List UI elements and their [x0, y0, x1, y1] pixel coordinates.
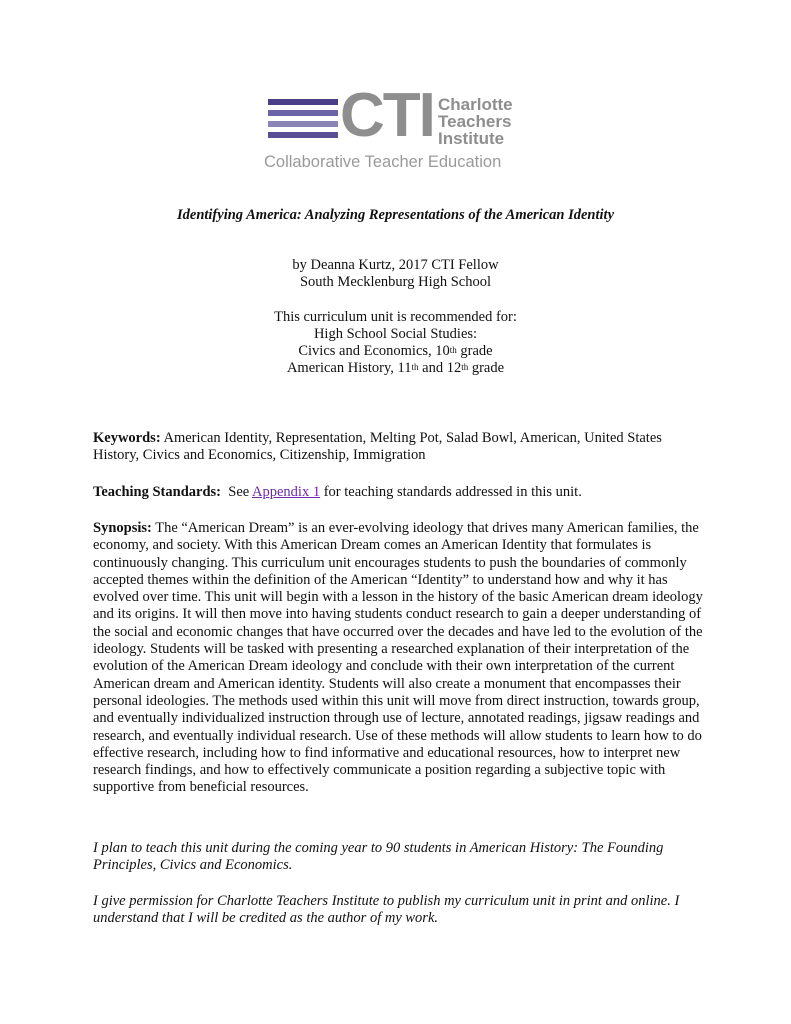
teaching-standards-paragraph	[93, 484, 703, 501]
school-name: South Mecklenburg High School	[299, 274, 492, 290]
logo-bar	[268, 121, 338, 127]
recommendation-civics	[0, 343, 791, 360]
civics-grade: grade	[456, 343, 493, 359]
unit-title: Identifying America: Analyzing Representations of the American Identity	[176, 207, 615, 223]
synopsis-paragraph	[93, 520, 703, 797]
civics-text: Civics and Economics, 10	[298, 343, 450, 359]
author-line: by Deanna Kurtz, 2017 CTI Fellow	[292, 257, 499, 273]
recommendation-history	[0, 360, 791, 377]
recommendation-intro: This curriculum unit is recommended for:	[274, 309, 517, 325]
teaching-standards-label: Teaching Standards:	[93, 484, 221, 500]
logo-tagline: Collaborative Teacher Education	[264, 153, 502, 171]
keywords-paragraph	[93, 430, 703, 465]
recommendation-level: High School Social Studies:	[313, 326, 478, 342]
keywords-label: Keywords:	[93, 430, 161, 446]
logo-mark: CTI	[340, 81, 434, 150]
logo-bars	[268, 99, 338, 143]
civics-sup: th	[449, 345, 457, 355]
logo-name-line: Institute	[438, 129, 505, 148]
logo-bar	[268, 132, 338, 138]
history-mid: and 12	[418, 360, 462, 376]
logo-name-line: Charlotte	[438, 95, 513, 114]
history-sup: th	[411, 362, 419, 372]
logo-bar	[268, 110, 338, 116]
synopsis-text: The “American Dream” is an ever-evolving ideology that drives many American families, the economy, and society. With this American Dream comes an American Identity that formulates is continuously changing. This curriculum unit encourages students to push the boundaries of commonly accepted themes within the definition of the American “Identity” to understand how and why it has evolved over time. This unit will begin with a lesson in the history of the basic American dream ideology and its origins. It will then move into having students conduct research to gain a deeper understanding of the social and economic changes that have occurred over the decades and have led to the evolution of the ideology. Students will be tasked with presenting a researched explanation of their interpretation of the evolution of the American Dream ideology and conclude with their own interpretation of the current American dream and American identity. Students will also create a monument that encompasses their personal ideologies. The methods used within this unit will move from direct instruction, towards group, and eventually individualized instruction through use of lecture, annotated readings, jigsaw readings and research, and eventually individual research. Use of these methods will allow students to learn how to do effective research, including how to find informative and educational resources, how to interpret new research findings, and how to effectively communicate a position regarding a subjective topic with supportive from beneficial resources.	[93, 520, 703, 796]
teaching-standards-pre: See	[221, 484, 253, 500]
logo-bar	[268, 99, 338, 105]
history-sup: th	[461, 362, 469, 372]
history-text: American History, 11	[286, 360, 412, 376]
synopsis-label: Synopsis:	[93, 520, 152, 536]
appendix-1-link[interactable]: Appendix 1	[252, 484, 321, 500]
plan-paragraph: I plan to teach this unit during the coming year to 90 students in American History: The Founding Principles, Civics and Economics.	[93, 840, 664, 874]
permission-paragraph: I give permission for Charlotte Teachers Institute to publish my curriculum unit in print and online. I understand that I will be credited as the author of my work.	[93, 893, 680, 927]
logo-name-line: Teachers	[438, 112, 512, 131]
author-block	[0, 257, 791, 291]
keywords-text: American Identity, Representation, Melting Pot, Salad Bowl, American, United States History, Civics and Economics, Citizenship, Immigration	[93, 430, 662, 464]
history-grade: grade	[468, 360, 505, 376]
teaching-standards-post: for teaching standards addressed in this unit.	[320, 484, 582, 500]
recommendation-block	[0, 309, 791, 377]
logo-name	[438, 96, 513, 147]
cti-logo	[262, 81, 532, 175]
